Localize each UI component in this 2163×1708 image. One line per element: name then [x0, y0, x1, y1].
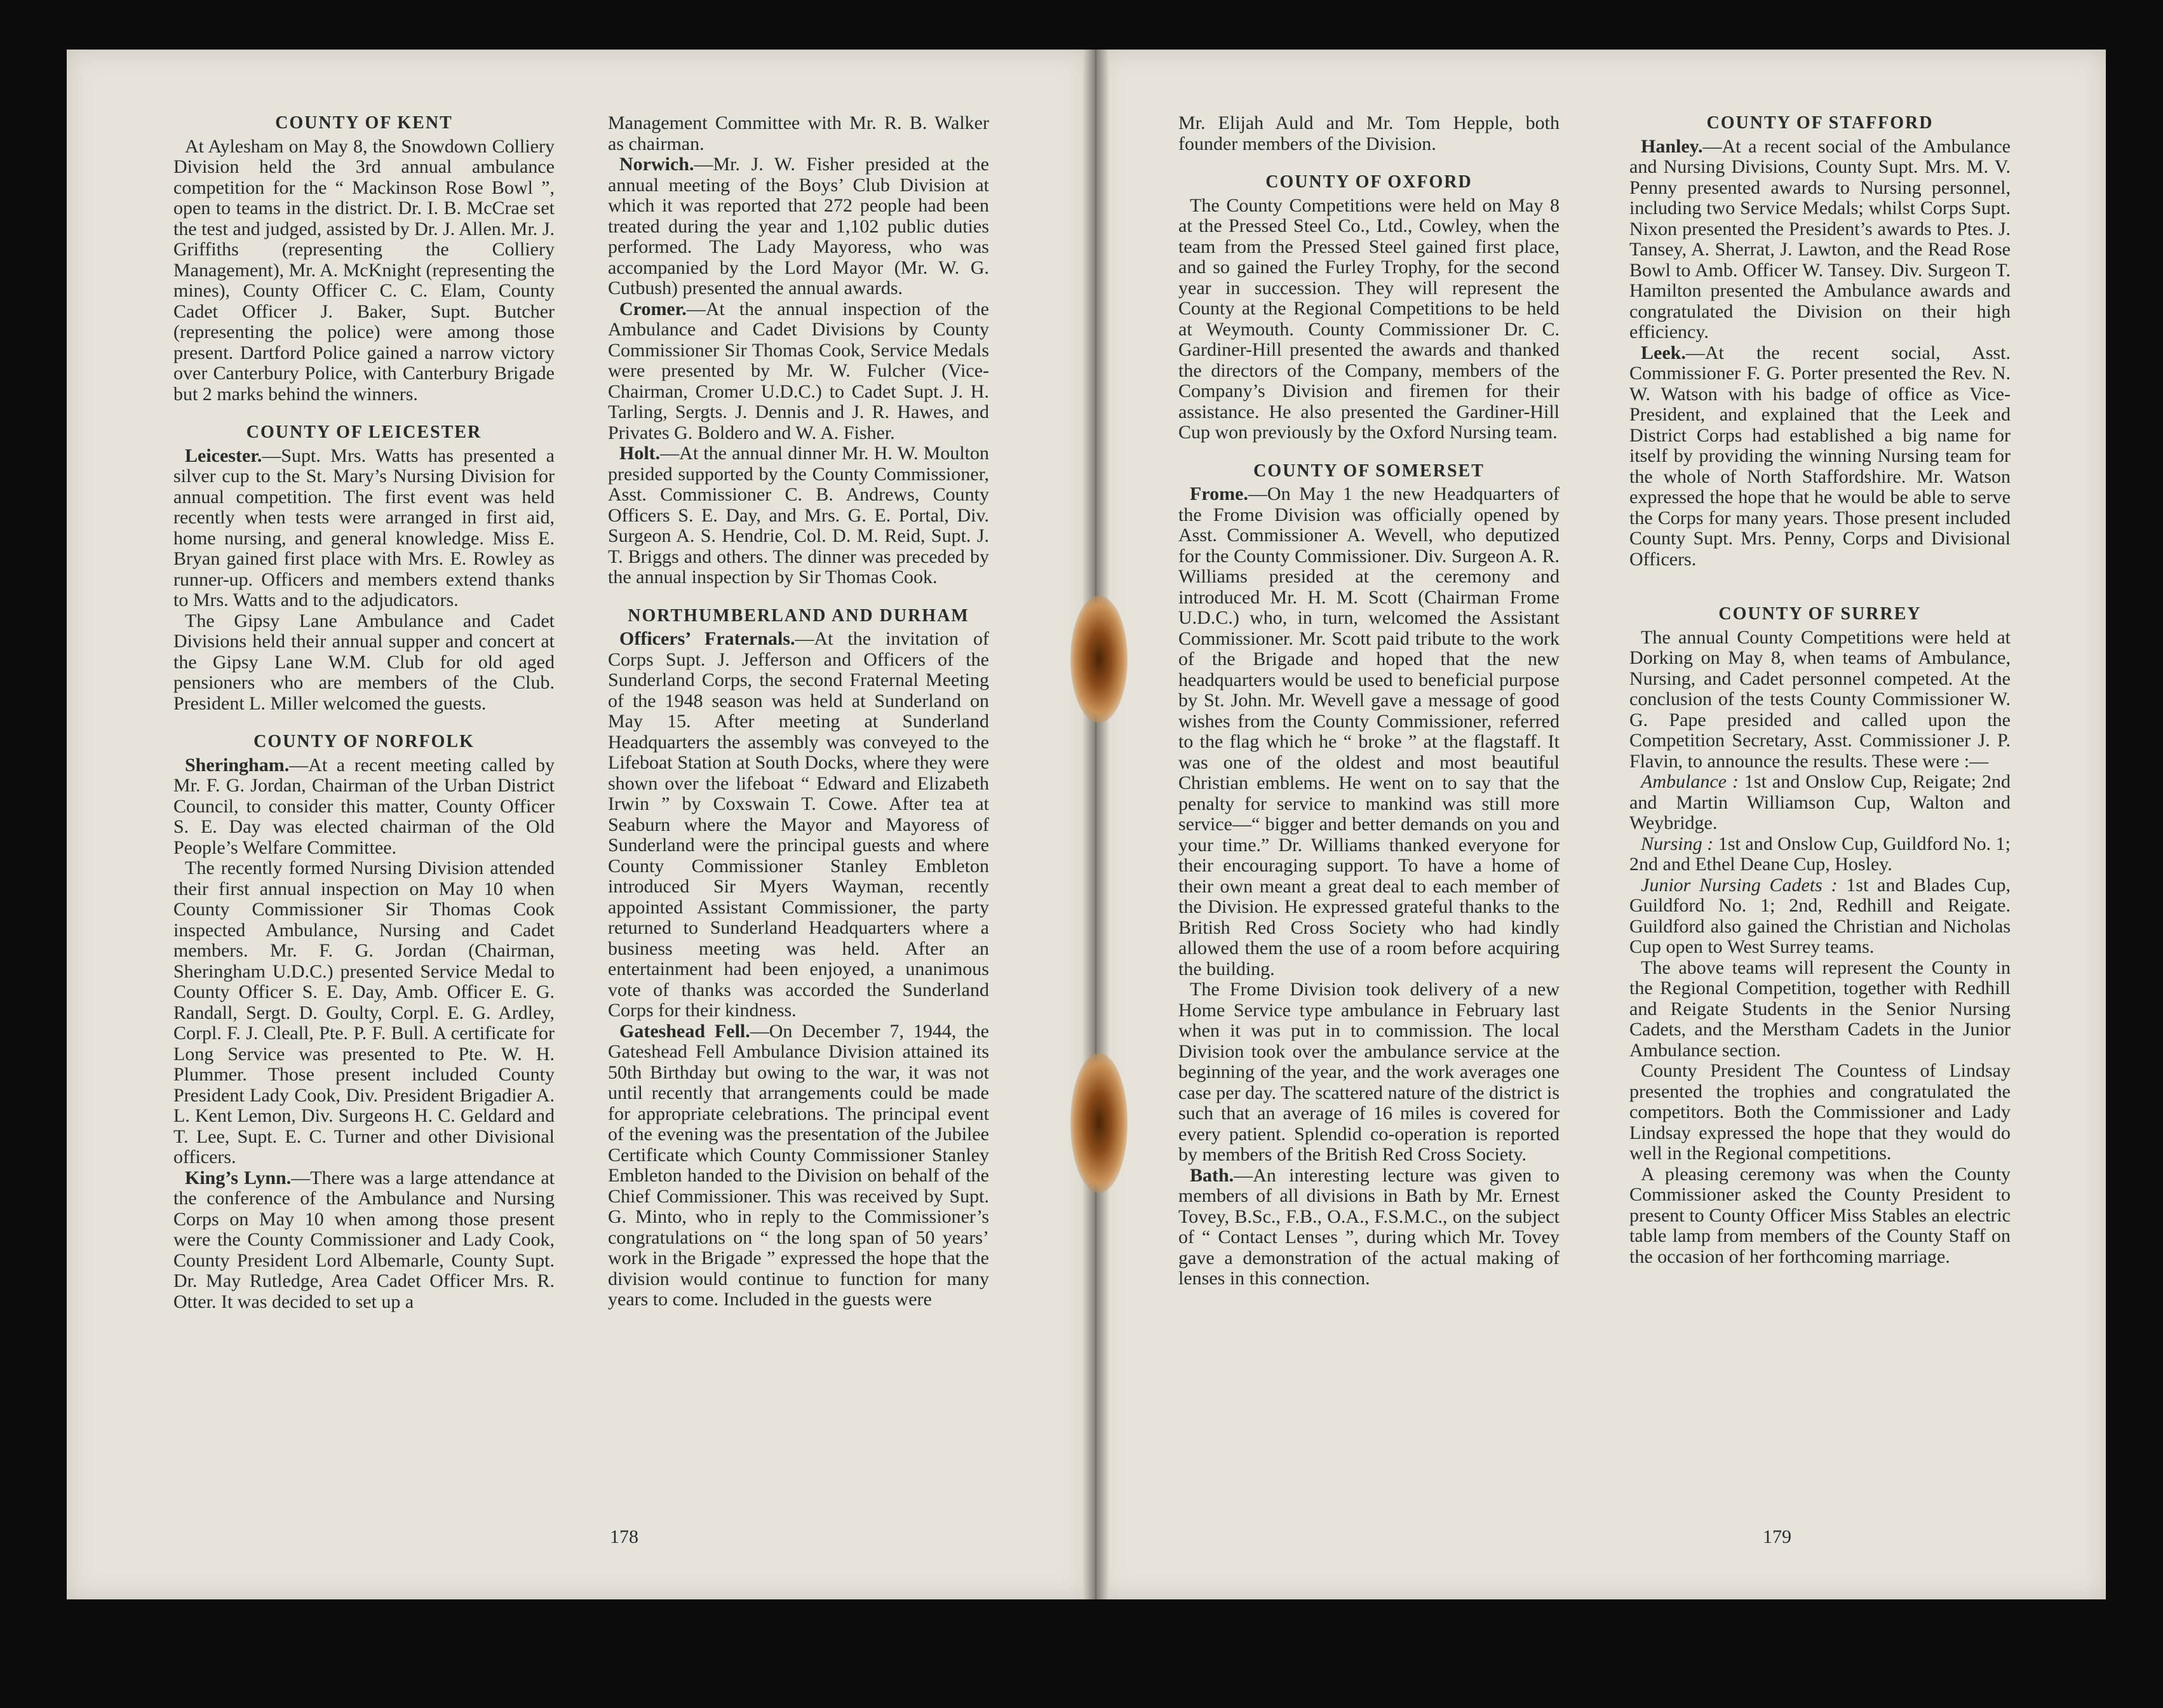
paragraph [1629, 1061, 2011, 1164]
paragraph-text: The recently formed Nursing Division attended their first annual inspection on May 10 when County Commissioner Sir Thomas Cook inspected Ambulance, Nursing and Cadet members. Mr. F. G. Jordan (Chairman, Sheringham U.D.C.) presented Service Medal to County Officer S. E. Day, Amb. Officer E. G. Randall, Sergt. D. Goulty, Corpl. E. G. Ardley, Corpl. F. J. Cleall, Pte. P. F. Bull. A certificate for Long Service was presented to Pte. W. H. Plummer. Those present included County President Lady Cook, Div. President Brigadier A. L. Kent Lemon, Div. Surgeons H. C. Geldard and T. Lee, Supt. E. C. Turner and other Divisional officers. [173, 857, 555, 1167]
paragraph-text: The annual County Competitions were held at Dorking on May 8, when teams of Ambulance, Nursing, and Cadet personnel competed. At the conclusion of the tests County Commissioner W. G. Pape presided and called upon the Competition Secretary, Asst. Commissioner J. P. Flavin, to announce the results. These were :— [1629, 626, 2011, 772]
paragraph [173, 446, 555, 611]
section-heading: COUNTY OF NORFOLK [253, 732, 475, 751]
paragraph [1178, 196, 1560, 443]
paragraph [608, 443, 989, 588]
rust-stain-upper [1070, 596, 1128, 723]
paragraph-lead: Hanley. [1641, 135, 1703, 157]
article-section [1178, 113, 1560, 154]
article-section [1178, 461, 1560, 1289]
paragraph [173, 755, 555, 859]
magazine-spread [67, 50, 2106, 1599]
paragraph-lead: Norwich. [619, 154, 694, 175]
paragraph [1178, 1166, 1560, 1289]
paragraph [1178, 979, 1560, 1166]
paragraph-text: —At a recent social of the Ambulance and Nursing Divisions, County Supt. Mrs. M. V. Penny presented awards to Nursing personnel, including two Service Medals; whilst Corps Supt. Nixon presented the President’s awards to Ptes. J. Tansey, A. Sherrat, J. Lawton, and the Read Rose Bowl to Amb. Officer W. Tansey. Div. Surgeon T. Hamilton presented the Ambulance awards and congratulated the Division on their high efficiency. [1629, 135, 2011, 342]
paragraph [608, 154, 989, 299]
paragraph-text: —At the recent social, Asst. Commissioner F. G. Porter presented the Rev. N. W. Watson with his badge of office as Vice-President, and explained that the Leek and District Corps had established a big name for itself by providing the winning Nursing team for the whole of North Staffordshire. Mr. Watson expressed the hope that he would be able to serve the Corps for many years. Those present included County Supt. Mrs. Penny, Corps and Divisional Officers. [1629, 342, 2011, 570]
section-spacer [608, 588, 989, 606]
right-column-2 [1629, 113, 2011, 1267]
section-spacer [173, 405, 555, 422]
article-section [173, 113, 555, 405]
paragraph-text: —On December 7, 1944, the Gateshead Fell Ambulance Division attained its 50th Birthday but owing to the war, it was not until recently that arrangements could be made for appropriate celebrations. The principal event of the evening was the presentation of the Jubilee Certificate which County Commissioner Stanley Embleton handed to the Division on behalf of the Chief Commissioner. This was received by Supt. G. Minto, who in reply to the Commissioner’s congratulations on “ the long span of 50 years’ work in the Brigade ” expressed the hope that the division would continue to function for many years to come. Included in the guests were [608, 1020, 989, 1310]
section-spacer [173, 714, 555, 732]
page-number-right: 179 [1763, 1526, 1791, 1547]
section-heading: COUNTY OF STAFFORD [1706, 113, 1934, 133]
paragraph-text: The above teams will represent the County in the Regional Competition, together with Redhill and Reigate Students in the Senior Nursing Cadets, and the Merstham Cadets in the Junior Ambulance section. [1629, 957, 2011, 1061]
page-number-left: 178 [610, 1526, 638, 1547]
paragraph [608, 629, 989, 1021]
section-heading: COUNTY OF KENT [275, 113, 453, 133]
paragraph-text: A pleasing ceremony was when the County Commissioner asked the County President to present to County Officer Miss Stables an electric table lamp from members of the County Staff on the occasion of her forthcoming marriage. [1629, 1163, 2011, 1267]
section-heading: COUNTY OF OXFORD [1265, 172, 1472, 192]
paragraph-lead: Cromer. [619, 298, 687, 319]
right-page [1099, 50, 2106, 1599]
paragraph-lead: Bath. [1190, 1164, 1234, 1186]
article-section [1629, 604, 2011, 1267]
article-section [608, 606, 989, 1310]
paragraph-lead: Leek. [1641, 342, 1686, 363]
paragraph-text: —Supt. Mrs. Watts has presented a silver cup to the St. Mary’s Nursing Division for annual competition. The first event was held recently when tests were arranged in first aid, home nursing, and general knowledge. Miss E. Bryan gained first place with Mrs. E. Rowley as runner-up. Officers and members extend thanks to Mrs. Watts and to the adjudicators. [173, 445, 555, 610]
paragraph-lead: Frome. [1190, 483, 1248, 504]
paragraph-text: —At a recent meeting called by Mr. F. G. Jordan, Chairman of the Urban District Council, to consider this matter, County Officer S. E. Day was elected chairman of the Old People’s Welfare Committee. [173, 754, 555, 858]
paragraph [608, 113, 989, 154]
rust-stain-lower [1070, 1053, 1128, 1193]
paragraph [173, 1168, 555, 1313]
paragraph [173, 858, 555, 1168]
paragraph [1629, 343, 2011, 570]
paragraph-text: —Mr. J. W. Fisher presided at the annual meeting of the Boys’ Club Division at which it was reported that 272 people had been treated during the year and 1,102 public duties performed. The Lady Mayoress, who was accompanied by the Lord Mayor (Mr. W. G. Cutbush) presented the annual awards. [608, 154, 989, 299]
paragraph [1629, 137, 2011, 343]
binding-gutter [1083, 50, 1108, 1599]
paragraph-italic-lead: Junior Nursing Cadets : [1641, 874, 1838, 896]
paragraph-text: At Aylesham on May 8, the Snowdown Colliery Division held the 3rd annual ambulance competition for the “ Mackinson Rose Bowl ”, open to teams in the district. Dr. I. B. McCrae set the test and judged, assisted by Dr. J. Allen. Mr. J. Griffiths (representing the Colliery Management), Mr. A. McKnight (representing the mines), County Officer C. C. Elam, County Cadet Officer J. Baker, Supt. Butcher (representing the police) were among those present. Dartford Police gained a narrow victory over Canterbury Police, with Canterbury Brigade but 2 marks behind the winners. [173, 135, 555, 405]
section-spacer [1629, 570, 2011, 604]
paragraph [1629, 958, 2011, 1061]
paragraph [1178, 113, 1560, 154]
paragraph-text: The County Competitions were held on May 8 at the Pressed Steel Co., Ltd., Cowley, when the team from the Pressed Steel gained first place, and so gained the Furley Trophy, for the second year in succession. They will represent the County at the Regional Competitions to be held at Weymouth. County Commissioner Dr. C. Gardiner-Hill presented the awards and thanked the directors of the Company, members of the Company’s Division and firemen for their assistance. He also presented the Gardiner-Hill Cup won previously by the Oxford Nursing team. [1178, 194, 1560, 443]
paragraph-text: The Gipsy Lane Ambulance and Cadet Divisions held their annual supper and concert at the Gipsy Lane W.M. Club for old aged pensioners who are members of the Club. President L. Miller welcomed the guests. [173, 610, 555, 714]
paragraph-text: Mr. Elijah Auld and Mr. Tom Hepple, both founder members of the Division. [1178, 112, 1560, 154]
paragraph-lead: Holt. [619, 443, 661, 464]
paragraph-lead: King’s Lynn. [185, 1167, 292, 1188]
paragraph-text: Management Committee with Mr. R. B. Walker as chairman. [608, 112, 989, 154]
left-page [67, 50, 1089, 1599]
paragraph [608, 1021, 989, 1310]
paragraph [1629, 628, 2011, 772]
paragraph-lead: Gateshead Fell. [619, 1020, 750, 1042]
paragraph [173, 137, 555, 405]
paragraph [1629, 772, 2011, 834]
paragraph-text: —On May 1 the new Headquarters of the Frome Division was officially opened by Asst. Commissioner A. Wevell, who deputized for the County Commissioner. Div. Surgeon A. R. Williams presided at the ceremony and introduced Mr. H. M. Scott (Chairman Frome U.D.C.) who, in turn, welcomed the Assistant Commissioner. Mr. Scott paid tribute to the work of the Brigade and hoped that the new headquarters would be used to beneficial purpose by St. John. Mr. Wevell gave a message of good wishes from the County Commissioner, referred to the flag which he “ broke ” at the flagstaff. It was one of the oldest and most beautiful Christian emblems. He went on to say that the penalty for service to mankind was still more service—“ bigger and better demands on you and your time.” Dr. Williams thanked everyone for their encouraging support. To have a home of their own meant a great deal to each member of the Division. He expressed grateful thanks to the British Red Cross Society who had kindly allowed them the use of a room before acquiring the building. [1178, 483, 1560, 979]
paragraph-text: The Frome Division took delivery of a new Home Service type ambulance in February last when it was put in to commission. The local Division took over the ambulance service at the beginning of the year, and the work averages one case per day. The scattered nature of the district is such that an average of 16 miles is covered for every patient. Splendid co-operation is reported by members of the British Red Cross Society. [1178, 979, 1560, 1165]
paragraph-italic-lead: Nursing : [1641, 833, 1714, 854]
paragraph [608, 299, 989, 444]
section-spacer [1178, 154, 1560, 172]
paragraph-lead: Leicester. [185, 445, 262, 466]
article-section [173, 422, 555, 714]
article-section [1629, 113, 2011, 570]
article-section [608, 113, 989, 588]
paragraph-text: County President The Countess of Lindsay presented the trophies and congratulated the competitors. Both the Commissioner and Lady Lindsay expressed the hope that they would do well in the Regional competitions. [1629, 1060, 2011, 1164]
paragraph [1629, 875, 2011, 958]
section-heading: COUNTY OF SURREY [1718, 604, 1922, 624]
section-heading: COUNTY OF SOMERSET [1253, 461, 1485, 481]
article-section [173, 732, 555, 1312]
left-column-1 [173, 113, 555, 1312]
paragraph-italic-lead: Ambulance : [1641, 771, 1739, 792]
paragraph-text: 1st and Onslow Cup, Reigate; 2nd and Martin Williamson Cup, Walton and Weybridge. [1629, 771, 2011, 833]
paragraph-text: —At the invitation of Corps Supt. J. Jefferson and Officers of the Sunderland Corps, the second Fraternal Meeting of the 1948 season was held at Sunderland on May 15. After meeting at Sunderland Headquarters the assembly was conveyed to the Lifeboat Station at South Docks, where they were shown over the lifeboat “ Edward and Elizabeth Irwin ” by Coxswain T. Cowe. After tea at Seaburn where the Mayor and Mayoress of Sunderland were the principal guests and where County Commissioner Stanley Embleton introduced Sir Myers Wayman, recently appointed Assistant Commissioner, the party returned to Sunderland Headquarters where a business meeting was held. After an entertainment had been enjoyed, a unanimous vote of thanks was accorded the Sunderland Corps for their kindness. [608, 628, 989, 1021]
paragraph-text: —At the annual inspection of the Ambulance and Cadet Divisions by County Commissioner Sir Thomas Cook, Service Medals were presented by Mr. W. Fulcher (Vice-Chairman, Cromer U.D.C.) to Cadet Supt. J. H. Tarling, Sergts. J. Dennis and J. R. Hawes, and Privates G. Boldero and W. A. Fisher. [608, 298, 989, 443]
paragraph-text: —There was a large attendance at the conference of the Ambulance and Nursing Corps on May 10 when among those present were the County Commissioner and Lady Cook, County President Lord Albemarle, County Supt. Dr. May Rutledge, Area Cadet Officer Mrs. R. Otter. It was decided to set up a [173, 1167, 555, 1312]
paragraph [173, 611, 555, 715]
paragraph-text: —At the annual dinner Mr. H. W. Moulton presided supported by the County Commissioner, Asst. Commissioner C. B. Andrews, County Officers S. E. Day, and Mrs. G. E. Portal, Div. Surgeon A. S. Hendrie, Col. D. M. Reid, Supt. J. T. Briggs and others. The dinner was preceded by the annual inspection by Sir Thomas Cook. [608, 443, 989, 588]
paragraph-lead: Officers’ Fraternals. [619, 628, 795, 649]
paragraph-text: 1st and Onslow Cup, Guildford No. 1; 2nd and Ethel Deane Cup, Hosley. [1629, 833, 2011, 875]
section-heading: COUNTY OF LEICESTER [246, 422, 482, 442]
paragraph-lead: Sheringham. [185, 754, 290, 776]
right-column-1 [1178, 113, 1560, 1289]
section-heading: NORTHUMBERLAND AND DURHAM [628, 605, 969, 626]
article-section [1178, 172, 1560, 443]
paragraph-text: 1st and Blades Cup, Guildford No. 1; 2nd, Redhill and Reigate. Guildford also gained the Christian and Nicholas Cup open to West Surrey teams. [1629, 874, 2011, 957]
paragraph-text: —An interesting lecture was given to members of all divisions in Bath by Mr. Ernest Tovey, B.Sc., F.B., O.A., F.S.M.C., on the subject of “ Contact Lenses ”, during which Mr. Tovey gave a demonstration of the actual making of lenses in this connection. [1178, 1164, 1560, 1289]
paragraph [1629, 1164, 2011, 1268]
paragraph [1178, 484, 1560, 979]
left-column-2 [608, 113, 989, 1310]
paragraph [1629, 834, 2011, 875]
section-spacer [1178, 443, 1560, 461]
